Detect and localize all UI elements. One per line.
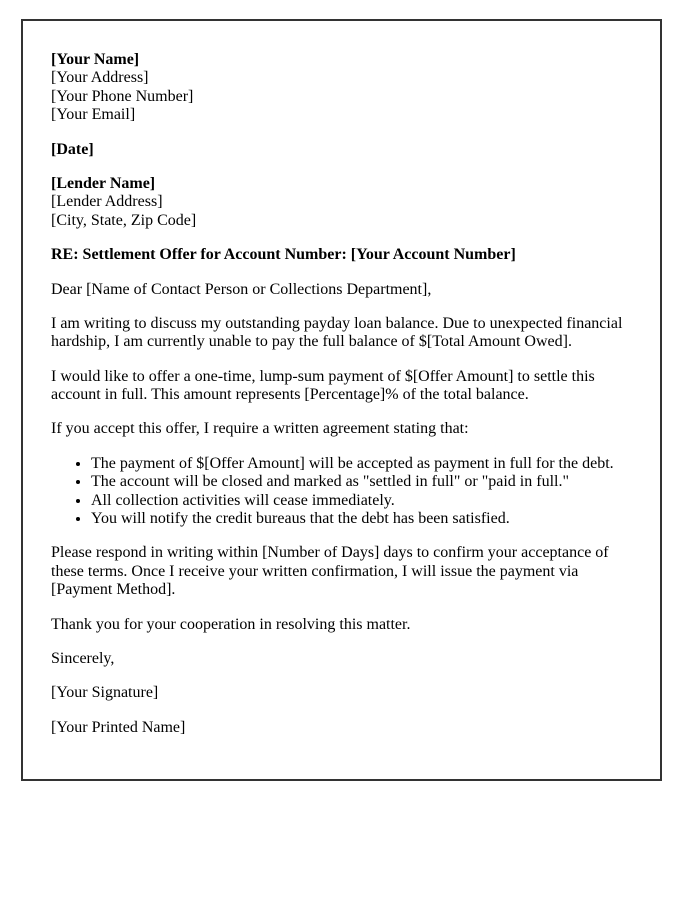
sender-block: [51, 51, 630, 125]
sender-address: [Your Address]: [51, 69, 149, 87]
salutation-line: Dear [Name of Contact Person or Collections Department],: [51, 280, 432, 298]
recipient-block: [51, 175, 630, 230]
recipient-address: [Lender Address]: [51, 193, 163, 211]
sender-email: [Your Email]: [51, 106, 136, 124]
settlement-terms-list: [51, 455, 630, 529]
subject-text: RE: Settlement Offer for Account Number: [Your Account Number]: [51, 246, 516, 264]
recipient-name: [Lender Name]: [51, 174, 156, 192]
recipient-city-state-zip: [City, State, Zip Code]: [51, 211, 197, 229]
sender-name: [Your Name]: [51, 51, 140, 68]
term-item-credit-bureaus: • You will notify the credit bureaus that the debt has been satisfied.: [91, 510, 630, 528]
printed-name-placeholder: [Your Printed Name]: [51, 718, 186, 736]
intro-paragraph: I am writing to discuss my outstanding payday loan balance. Due to unexpected financial hardship, I am currently unable to pay the full balance of $[Total Amount Owed].: [51, 314, 623, 351]
subject-line: [51, 246, 630, 264]
offer-paragraph: I would like to offer a one-time, lump-sum payment of $[Offer Amount] to settle this account in full. This amount represents [Percentage]% of the total balance.: [51, 367, 595, 404]
sender-phone: [Your Phone Number]: [51, 87, 194, 105]
agreement-intro-paragraph: If you accept this offer, I require a written agreement stating that:: [51, 420, 469, 438]
term-item-payment-in-full: • The payment of $[Offer Amount] will be accepted as payment in full for the debt.: [91, 455, 630, 473]
response-paragraph: Please respond in writing within [Number of Days] days to confirm your acceptance of these terms. Once I receive your written confirmation, I will issue the payment via [Payment Method].: [51, 544, 609, 599]
settlement-letter-document: [21, 19, 662, 781]
term-item-account-closed: • The account will be closed and marked as "settled in full" or "paid in full.": [91, 473, 630, 491]
date-placeholder: [Date]: [51, 140, 94, 158]
signature-placeholder: [Your Signature]: [51, 684, 159, 702]
valediction-line: Sincerely,: [51, 649, 115, 667]
date-line: [51, 141, 630, 159]
term-item-collections-cease: • All collection activities will cease immediately.: [91, 492, 630, 510]
thanks-paragraph: Thank you for your cooperation in resolving this matter.: [51, 615, 411, 633]
